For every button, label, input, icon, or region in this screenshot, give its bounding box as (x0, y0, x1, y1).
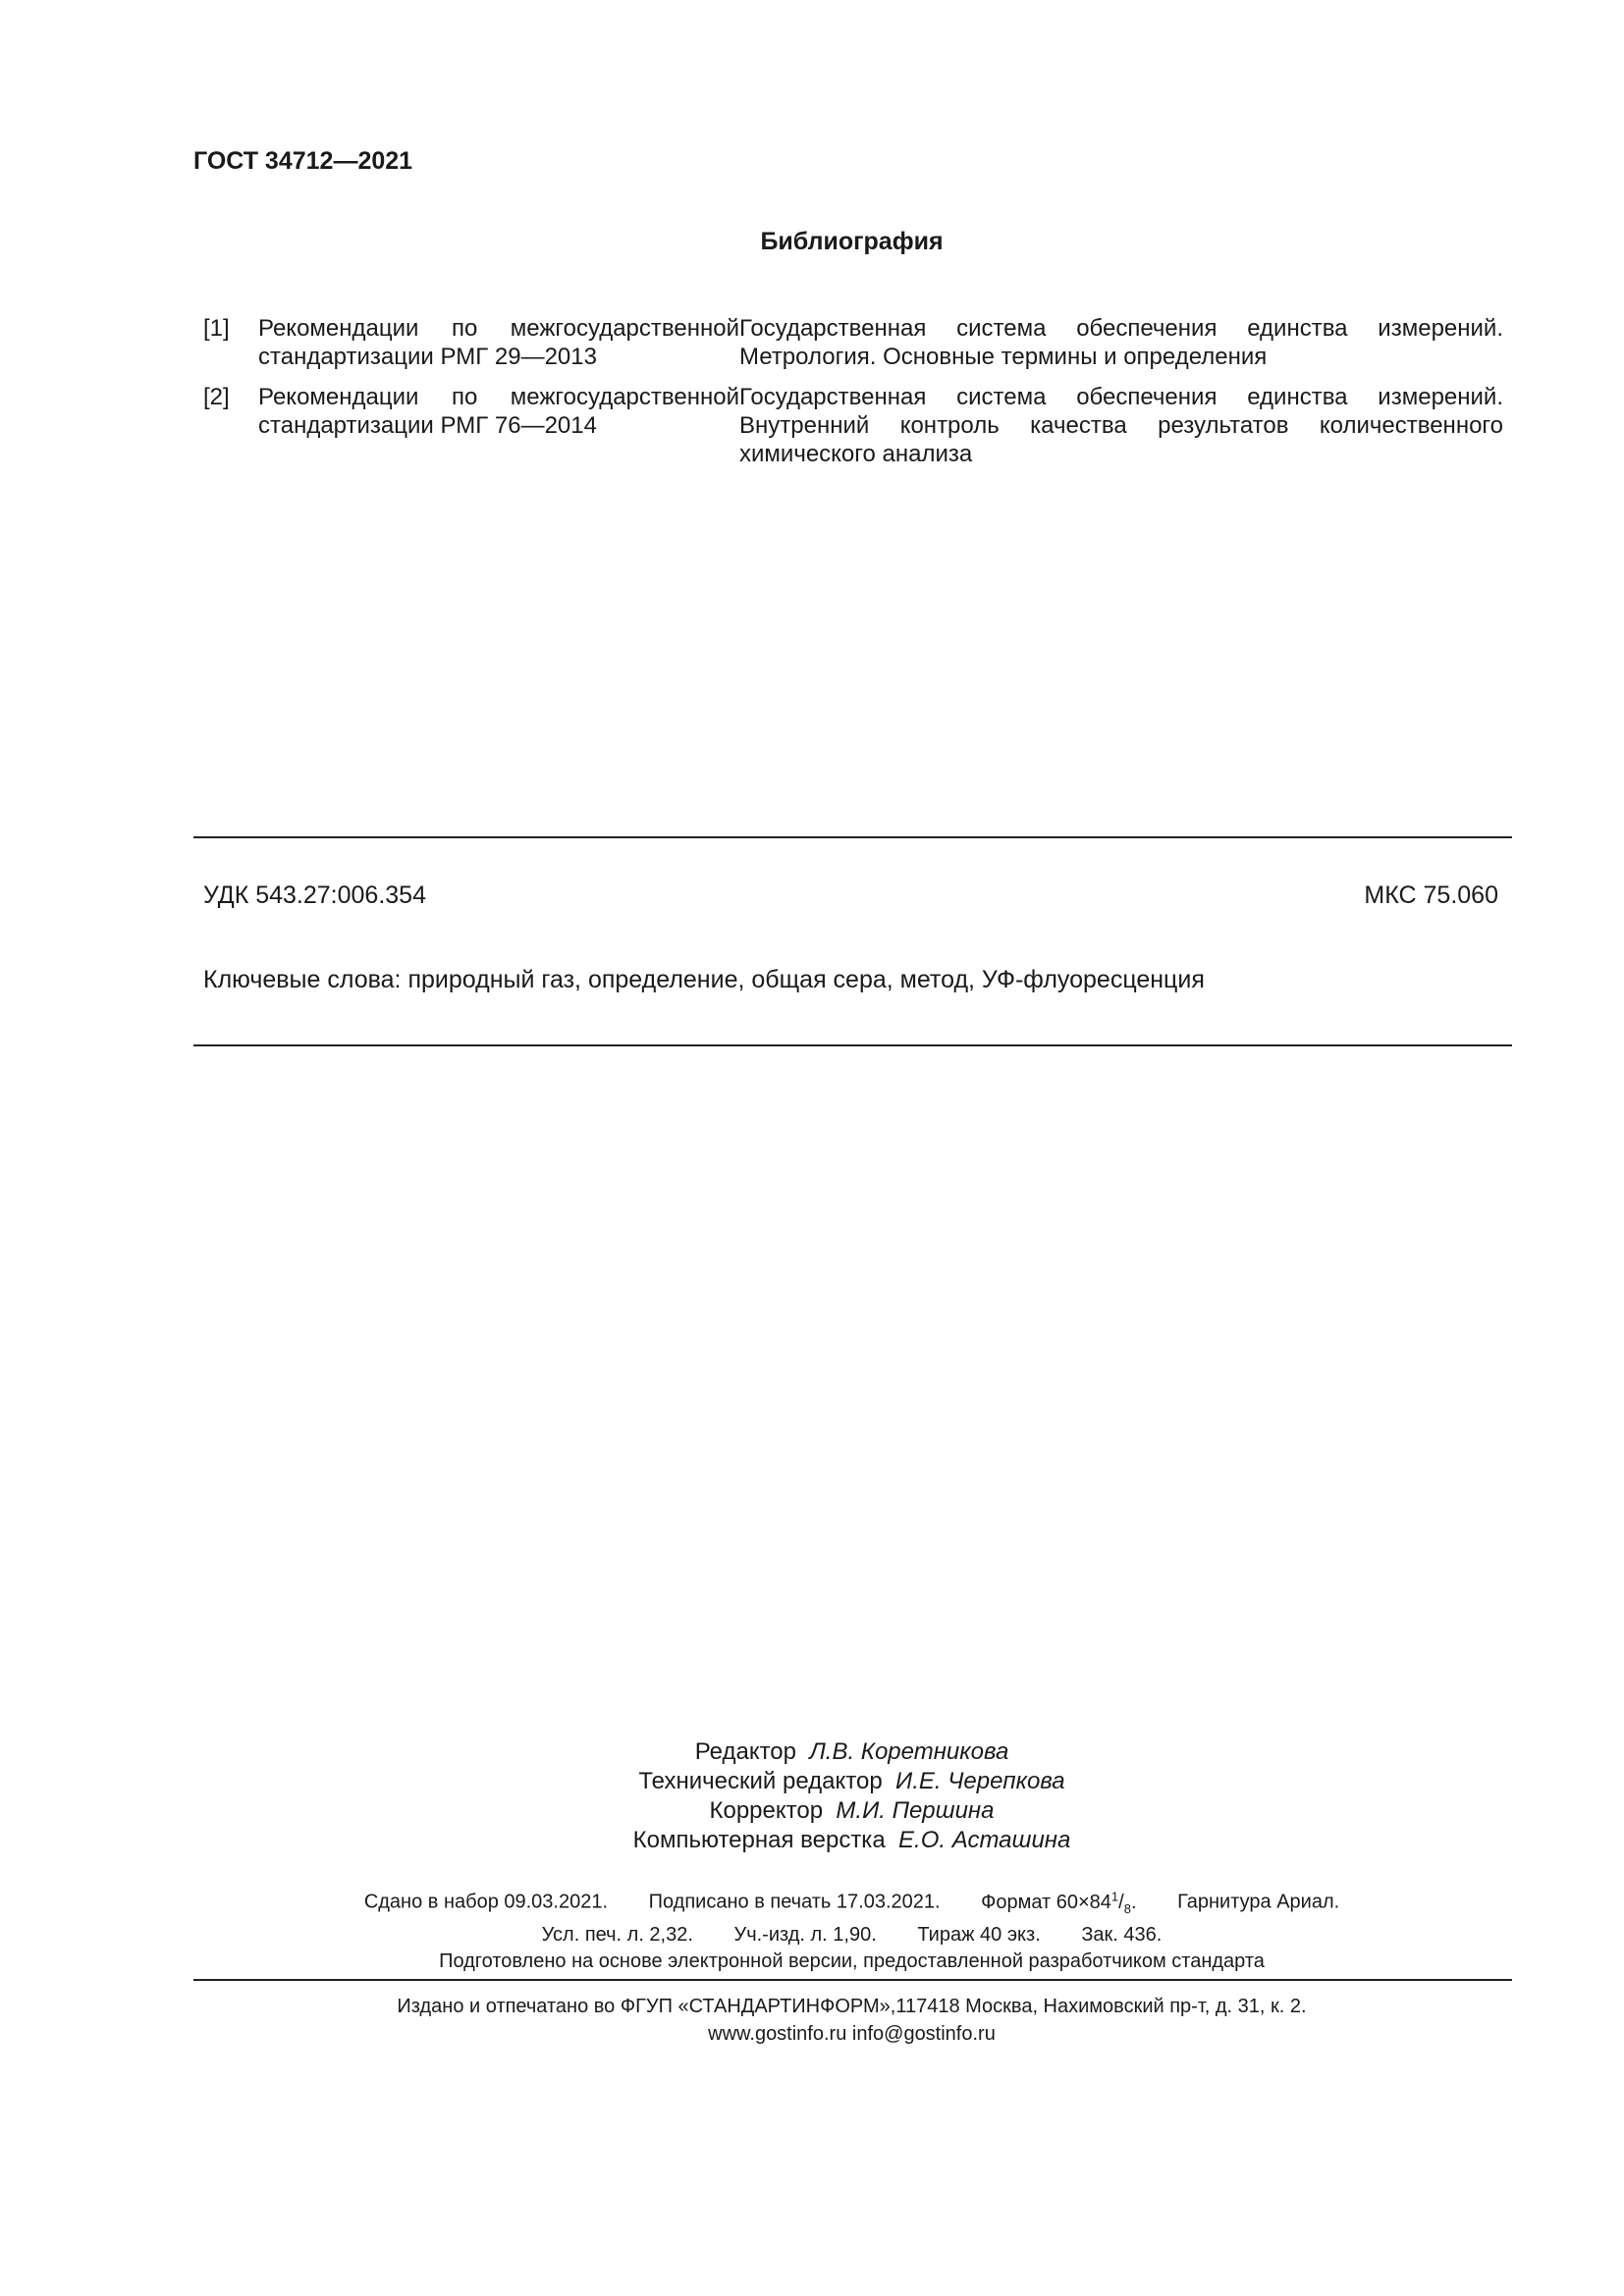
entry-description: Государственная система обеспечения единства измерений. Внутренний контроль качества результатов количественного химического анализа (739, 384, 1503, 467)
imprint-line-2 (0, 1922, 1624, 1949)
staff-role: Корректор (709, 1797, 824, 1824)
pub-sheets: Уч.-изд. л. 1,90. (733, 1923, 877, 1946)
divider-top (193, 836, 1512, 838)
publisher-line: Издано и отпечатано во ФГУП «СТАНДАРТИНФОРМ»,117418 Москва, Нахимовский пр-т, д. 31, к. 2. (397, 1996, 1307, 2017)
typeset-date: Сдано в набор 09.03.2021. (363, 1891, 609, 1913)
publisher-contacts (0, 2020, 1624, 2048)
staff-role: Редактор (694, 1738, 796, 1765)
imprint-line-1 (0, 1883, 1624, 1922)
entry-number: [1] (203, 315, 230, 342)
imprint (0, 1883, 1624, 1975)
publisher-email[interactable]: info@gostinfo.ru (851, 2023, 996, 2045)
keywords-label: Ключевые слова: (203, 966, 402, 993)
signed-date: Подписано в печать 17.03.2021. (648, 1891, 941, 1913)
staff-name: И.Е. Черепкова (895, 1768, 1065, 1794)
staff-name: Л.В. Коретникова (809, 1738, 1009, 1765)
keywords (203, 966, 1205, 994)
entry-description: Государственная система обеспечения единства измерений. Метрология. Основные термины и определения (739, 315, 1503, 370)
staff-layout (0, 1826, 1624, 1855)
entry-source: Рекомендации по межгосударственной стандартизации РМГ 76—2014 (258, 384, 739, 439)
publisher-info (0, 1993, 1624, 2048)
staff-name: М.И. Першина (836, 1797, 995, 1824)
bibliography-list (203, 314, 1503, 480)
print-sheets: Усл. печ. л. 2,32. (541, 1923, 693, 1946)
staff-tech-editor (0, 1767, 1624, 1796)
bibliography-title: Библиография (760, 228, 944, 255)
staff-role: Технический редактор (638, 1768, 883, 1794)
staff-role: Компьютерная верстка (632, 1827, 886, 1853)
circulation: Тираж 40 экз. (917, 1923, 1041, 1946)
bibliography-entry (203, 383, 1503, 468)
publisher-website[interactable]: www.gostinfo.ru (708, 2023, 847, 2045)
bibliography-entry (203, 314, 1503, 371)
typeface: Гарнитура Ариал. (1177, 1891, 1340, 1913)
document-id: ГОСТ 34712—2021 (193, 147, 413, 175)
paper-format: Формат $60\times 84^1/_8$. (981, 1889, 1137, 1916)
entry-source: Рекомендации по межгосударственной стандартизации РМГ 29—2013 (258, 315, 739, 370)
order-number: Зак. 436. (1081, 1923, 1163, 1946)
divider-publisher (193, 1979, 1512, 1981)
entry-number: [2] (203, 384, 230, 410)
divider-bottom (193, 1044, 1512, 1046)
keywords-text: природный газ, определение, общая сера, метод, УФ-флуоресценция (407, 966, 1205, 993)
staff-corrector (0, 1796, 1624, 1826)
staff-name: Е.О. Асташина (898, 1827, 1071, 1853)
mks-code: МКС 75.060 (1364, 881, 1498, 909)
imprint-prepared: Подготовлено на основе электронной версии, предоставленной разработчиком стандарта (439, 1949, 1265, 1972)
udk-code: УДК 543.27:006.354 (203, 881, 426, 909)
staff-credits (0, 1737, 1624, 1855)
staff-editor (0, 1737, 1624, 1767)
